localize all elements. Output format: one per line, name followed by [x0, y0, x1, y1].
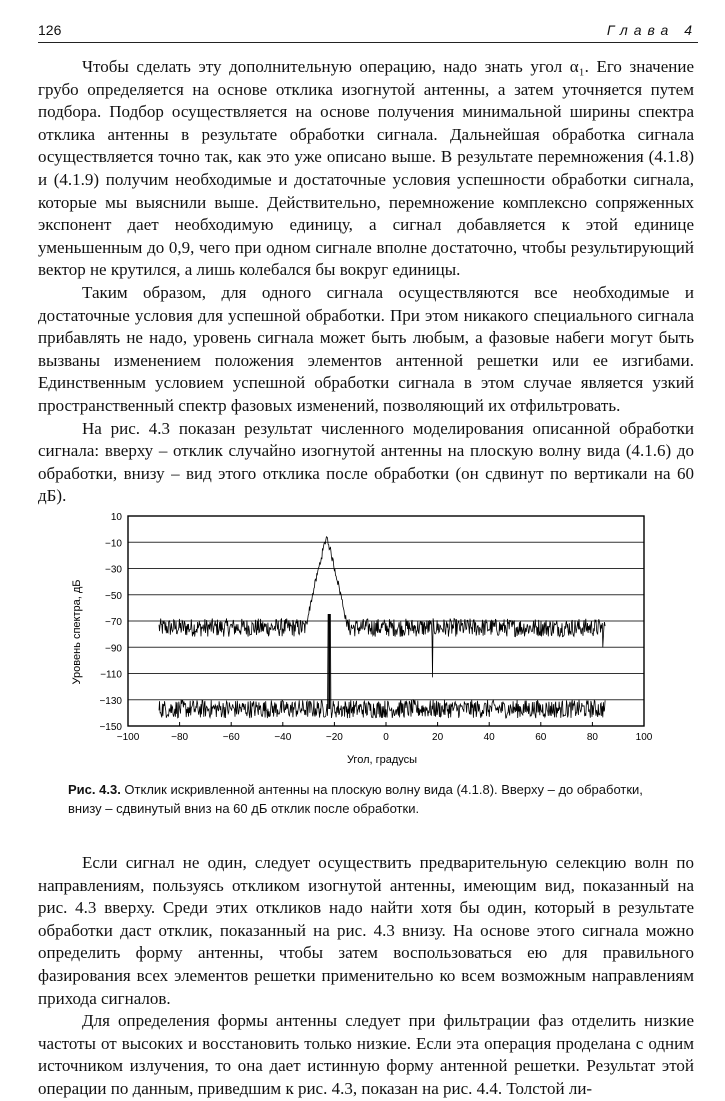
x-tick-label: 0 — [383, 732, 389, 743]
x-tick-label: −60 — [222, 732, 240, 743]
paragraph: Чтобы сделать эту дополнительную операцию, надо знать угол α₁. Его значение грубо определяется на основе отклика изогнутой антенны, а затем уточняется путем подбора. Подбор осуществляется на основе получения минимальной ширины спектра отклика антенны в результате обработки сигнала. Дальнейшая обработка сигнала осуществляется точно так, как это уже описано выше. В результате перемножения (4.1.8) и (4.1.9) получим необходимые и достаточные условия успешности обработки сигнала, которые мы выяснили выше. Действительно, перемножение комплексно сопряженных экспонент дает необходимую единицу, а сигнал добавляется к этой единице уменьшенным до 0,9, чего при одном сигнале вполне достаточно, чтобы результирующий вектор не крутился, а лишь колебался бы вокруг единицы. — [38, 57, 694, 280]
figure-4-3 — [62, 500, 662, 772]
figure-caption — [68, 780, 668, 818]
x-tick-label: 40 — [483, 732, 495, 743]
y-tick-label: −10 — [105, 538, 122, 550]
chapter-title: Глава 4 — [606, 22, 698, 38]
x-tick-label: −20 — [325, 732, 343, 743]
x-tick-label: −100 — [116, 732, 140, 743]
y-tick-label: −150 — [99, 722, 122, 733]
y-axis-label: Уровень спектра, дБ — [71, 579, 83, 685]
page-number: 126 — [38, 22, 62, 38]
x-axis-label: Угол, градусы — [346, 754, 418, 766]
x-tick-label: 60 — [535, 732, 547, 743]
caption-label: Рис. 4.3. — [68, 782, 121, 797]
y-tick-label: −110 — [100, 669, 122, 681]
paragraph: Если сигнал не один, следует осуществить предварительную селекцию волн по направлениям, пользуясь откликом изогнутой антенны, имеющим вид, показанный на рис. 4.3 вверху. Среди этих откликов надо найти хотя бы один, который в результате обработки даст отклик, показанный на рис. 4.3 внизу. На основе этого сигнала можно определить форму антенны, чтобы затем воспользоваться ею для правильного фазирования всех элементов решетки применительно ко всем возможным направлениям прихода сигналов. — [38, 853, 694, 1008]
y-tick-label: −30 — [105, 564, 122, 576]
x-tick-label: 100 — [635, 732, 653, 743]
page-header — [38, 20, 698, 43]
paragraph: Таким образом, для одного сигнала осуществляются все необходимые и достаточные условия для успешной обработки. При этом никакого специального сигнала прибавлять не надо, уровень сигнала может быть любым, а фазовые набеги могут быть вызваны изменением положения элементов антенной решетки или ее изгибами. Единственным условием успешной обработки сигнала в этом случае является узкий пространственный спектр фазовых изменений, позволяющий их отфильтровать. — [38, 282, 694, 415]
series-line-1 — [159, 537, 605, 678]
spectrum-chart — [62, 500, 662, 772]
paragraph: На рис. 4.3 показан результат численного моделирования описанной обработки сигнала: вверху – отклик случайно изогнутой антенны на плоскую волну вида (4.1.6) до обработки, внизу – вид этого отклика после обработки (он сдвинут по вертикали на 60 дБ). — [38, 418, 694, 506]
y-tick-label: −90 — [105, 643, 122, 655]
x-tick-label: −80 — [171, 732, 189, 743]
y-tick-label: −130 — [99, 695, 122, 707]
text-block-top — [38, 56, 694, 508]
x-tick-label: −40 — [274, 732, 292, 743]
y-tick-label: −50 — [105, 590, 122, 602]
y-tick-label: 10 — [110, 512, 122, 523]
text-block-bottom — [38, 852, 694, 1101]
x-tick-label: 20 — [432, 732, 444, 743]
y-tick-label: −70 — [105, 617, 122, 628]
paragraph: Для определения формы антенны следует при фильтрации фаз отделить низкие частоты от высоких и восстановить только низкие. Если эта операция проделана с одним источником излучения, то она дает истинную форму антенной решетки. Результат этой операции по данным, приведшим к рис. 4.3, показан на рис. 4.4. Толстой ли- — [38, 1011, 694, 1098]
caption-text: Отклик искривленной антенны на плоскую волну вида (4.1.8). Вверху – до обработки, внизу – сдвинутый вниз на 60 дБ отклик после обработки. — [68, 782, 643, 816]
x-tick-label: 80 — [586, 732, 598, 743]
